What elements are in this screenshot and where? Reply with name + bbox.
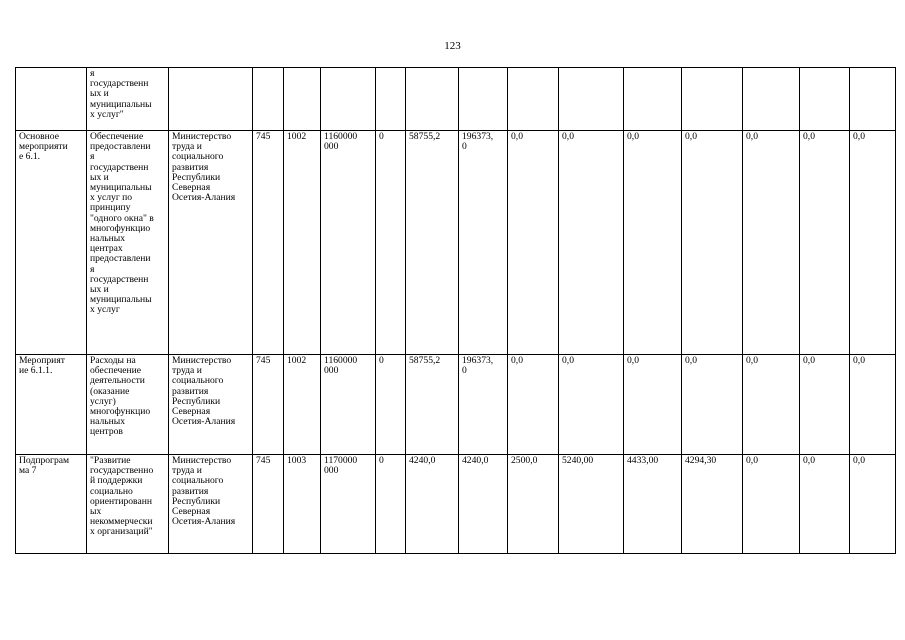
row-value-cell: 0,0 — [624, 355, 682, 455]
row-name-cell: Подпрограм ма 7 — [16, 455, 87, 554]
table-row — [16, 68, 896, 131]
row-value-cell — [508, 68, 559, 131]
row-value-cell: 0,0 — [559, 355, 624, 455]
row-value-cell: 5240,00 — [559, 455, 624, 554]
row-description-cell: я государственн ых и муниципальны х услуг" — [87, 68, 169, 131]
row-rzpr-cell: 1002 — [284, 131, 321, 355]
table-row — [16, 131, 896, 355]
row-value-cell: 0,0 — [850, 355, 896, 455]
row-value-cell: 0,0 — [800, 455, 850, 554]
budget-table — [15, 67, 896, 554]
row-vr-cell: 0 — [376, 355, 406, 455]
row-description-cell: Обеспечение предоставлени я государственн ых и муниципальны х услуг по принципу "одного окна" в многофункцио нальных центрах предоставлени я государственн ых и муниципальны х услуг — [87, 131, 169, 355]
row-rzpr-cell — [284, 68, 321, 131]
row-value-cell: 0,0 — [682, 131, 743, 355]
row-name-cell: Мероприят ие 6.1.1. — [16, 355, 87, 455]
row-value-cell — [800, 68, 850, 131]
row-value-cell: 0,0 — [743, 355, 800, 455]
row-value-cell — [406, 68, 459, 131]
row-grbs-cell: 745 — [253, 131, 284, 355]
row-value-cell: 58755,2 — [406, 131, 459, 355]
row-description-cell: "Развитие государственно й поддержки социально ориентированн ых некоммерчески х организаций" — [87, 455, 169, 554]
row-value-cell — [624, 68, 682, 131]
row-value-cell: 58755,2 — [406, 355, 459, 455]
row-value-cell: 196373, 0 — [459, 355, 508, 455]
row-value-cell: 196373, 0 — [459, 131, 508, 355]
row-grbs-cell — [253, 68, 284, 131]
row-csr-cell: 1160000 000 — [321, 131, 376, 355]
row-rzpr-cell: 1002 — [284, 355, 321, 455]
row-csr-cell — [321, 68, 376, 131]
row-value-cell: 0,0 — [682, 355, 743, 455]
row-csr-cell: 1160000 000 — [321, 355, 376, 455]
row-value-cell — [743, 68, 800, 131]
row-name-cell: Основное мероприяти е 6.1. — [16, 131, 87, 355]
row-value-cell: 4433,00 — [624, 455, 682, 554]
row-responsible-cell: Министерство труда и социального развития Республики Северная Осетия-Алания — [169, 355, 253, 455]
row-value-cell — [559, 68, 624, 131]
row-value-cell — [682, 68, 743, 131]
row-value-cell — [850, 68, 896, 131]
row-value-cell: 2500,0 — [508, 455, 559, 554]
row-responsible-cell: Министерство труда и социального развития Республики Северная Осетия-Алания — [169, 131, 253, 355]
row-vr-cell — [376, 68, 406, 131]
row-value-cell: 4240,0 — [459, 455, 508, 554]
row-value-cell: 4294,30 — [682, 455, 743, 554]
row-responsible-cell: Министерство труда и социального развития Республики Северная Осетия-Алания — [169, 455, 253, 554]
row-value-cell: 0,0 — [743, 131, 800, 355]
table-row — [16, 355, 896, 455]
page-number: 123 — [444, 40, 461, 52]
row-value-cell: 0,0 — [850, 455, 896, 554]
table-row — [16, 455, 896, 554]
row-value-cell: 0,0 — [624, 131, 682, 355]
row-value-cell: 0,0 — [850, 131, 896, 355]
row-value-cell: 0,0 — [800, 355, 850, 455]
row-vr-cell: 0 — [376, 131, 406, 355]
row-vr-cell: 0 — [376, 455, 406, 554]
row-value-cell: 0,0 — [508, 131, 559, 355]
row-grbs-cell: 745 — [253, 455, 284, 554]
row-value-cell: 0,0 — [559, 131, 624, 355]
row-value-cell: 0,0 — [800, 131, 850, 355]
row-responsible-cell — [169, 68, 253, 131]
row-value-cell: 0,0 — [743, 455, 800, 554]
row-description-cell: Расходы на обеспечение деятельности (оказание услуг) многофункцио нальных центров — [87, 355, 169, 455]
row-csr-cell: 1170000 000 — [321, 455, 376, 554]
row-value-cell: 0,0 — [508, 355, 559, 455]
row-value-cell: 4240,0 — [406, 455, 459, 554]
row-rzpr-cell: 1003 — [284, 455, 321, 554]
row-grbs-cell: 745 — [253, 355, 284, 455]
row-name-cell — [16, 68, 87, 131]
row-value-cell — [459, 68, 508, 131]
